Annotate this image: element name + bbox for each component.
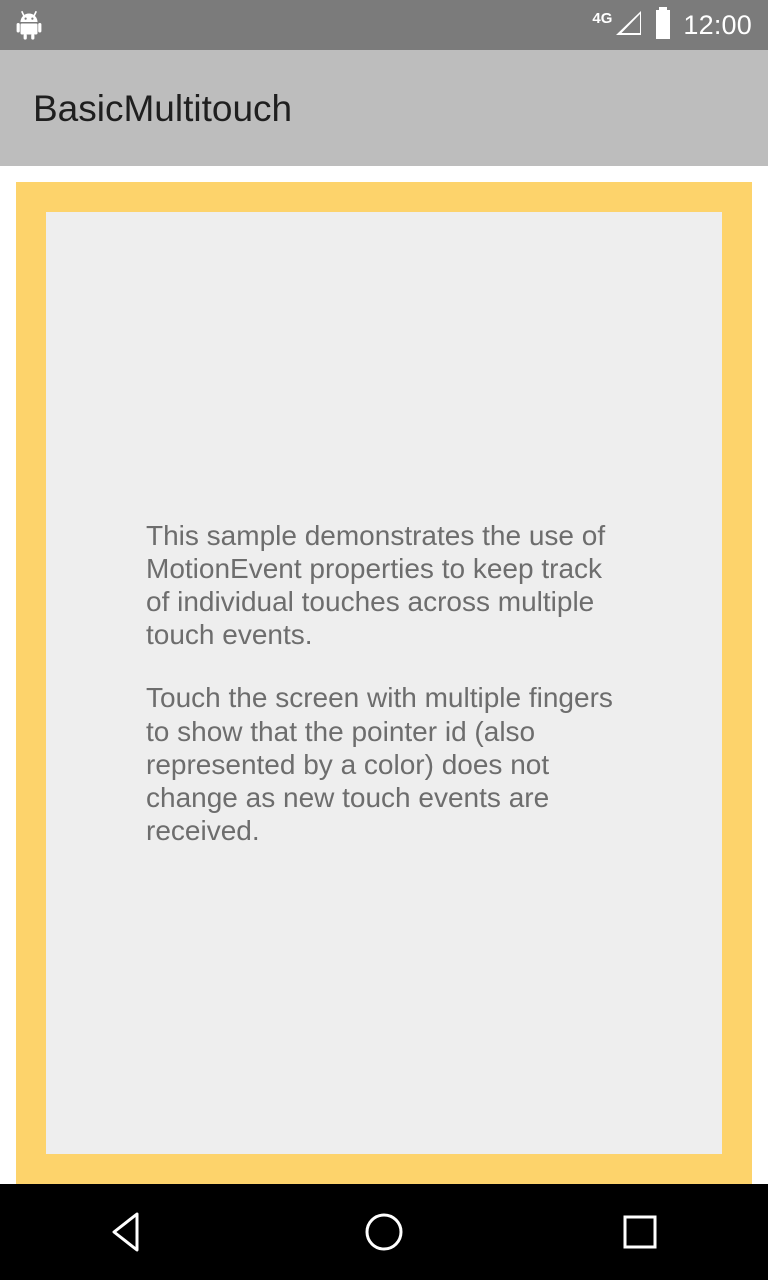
instructions-paragraph-1: This sample demonstrates the use of MotionEvent properties to keep track of individual touches across multiple touch events. [146, 520, 606, 651]
status-bar [0, 0, 768, 50]
status-bar-right [592, 7, 752, 44]
touch-frame[interactable] [16, 182, 752, 1184]
instructions-paragraph-2: Touch the screen with multiple fingers to show that the pointer id (also represented by a color) does not change as new touch events are received. [146, 682, 613, 846]
navigation-bar [0, 1184, 768, 1280]
nav-back-button[interactable] [73, 1184, 183, 1280]
nav-recents-button[interactable] [585, 1184, 695, 1280]
app-title: BasicMultitouch [33, 87, 293, 129]
back-triangle-icon [109, 1211, 147, 1253]
instructions-text [146, 519, 622, 846]
nav-home-button[interactable] [329, 1184, 439, 1280]
recents-square-icon [621, 1213, 659, 1251]
network-type-label: 4G [592, 9, 613, 27]
status-bar-left [16, 10, 42, 40]
home-circle-icon [363, 1211, 405, 1253]
action-bar [0, 50, 768, 166]
android-robot-icon [16, 10, 42, 40]
content-area [0, 166, 768, 1184]
signal-triangle-icon [613, 9, 643, 42]
network-indicator [592, 9, 643, 42]
touch-area[interactable] [46, 212, 722, 1154]
battery-full-icon [653, 7, 673, 44]
status-bar-clock: 12:00 [683, 9, 752, 40]
